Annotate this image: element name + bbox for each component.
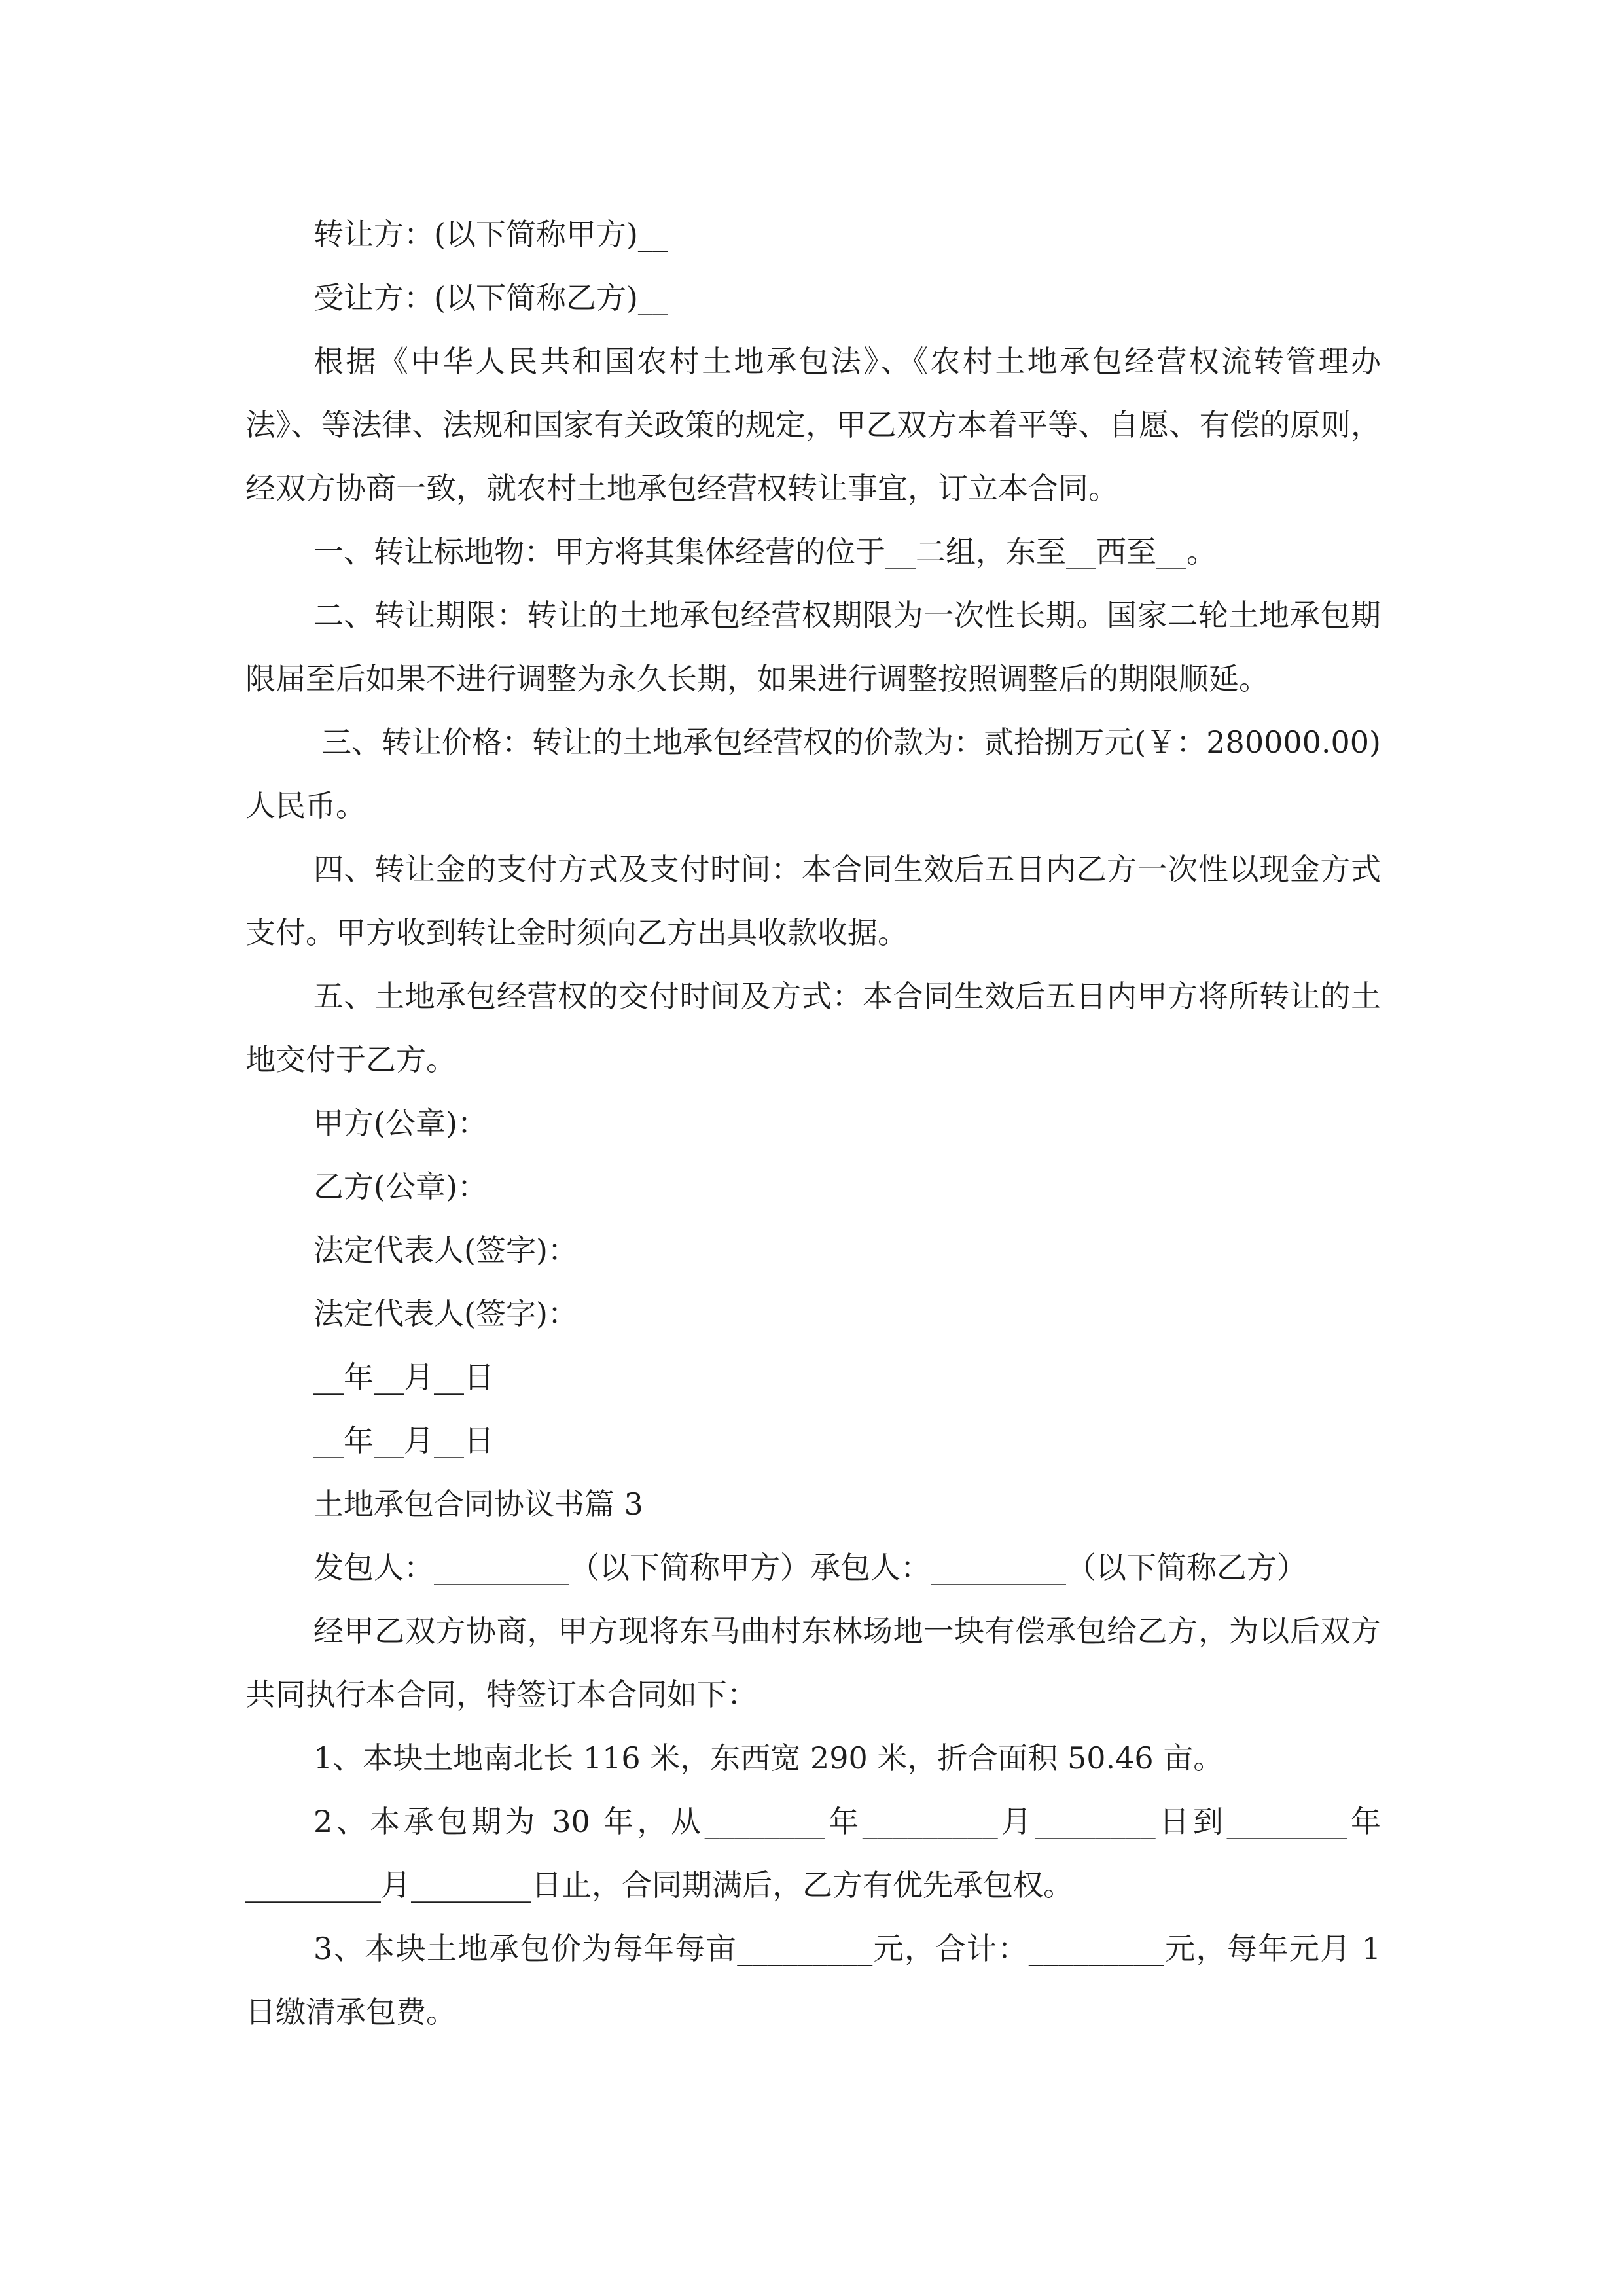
legal-rep-signature-line: 法定代表人(签字)： bbox=[313, 1232, 578, 1268]
clause-payment: 四、转让金的支付方式及支付时间：本合同生效后五日内乙方一次性以现金方式支付。甲方收到转让金时须向乙方出具收款收据。 bbox=[245, 852, 1381, 950]
clause-price: 三、转让价格：转让的土地承包经营权的价款为：贰拾捌万元(￥：280000.00)人民币。 bbox=[245, 725, 1381, 823]
legal-rep-signature-line: 法定代表人(签字)： bbox=[313, 1296, 578, 1331]
item-land-size: 1、本块土地南北长 116 米，东西宽 290 米，折合面积 50.46 亩。 bbox=[313, 1740, 1224, 1776]
preamble-paragraph: 根据《中华人民共和国农村土地承包法》、《农村土地承包经营权流转管理办法》、等法律、法规和国家有关政策的规定，甲乙双方本着平等、自愿、有偿的原则，经双方协商一致，就农村土地承包经营权转让事宜，订立本合同。 bbox=[245, 344, 1381, 506]
clause-delivery: 五、土地承包经营权的交付时间及方式：本合同生效后五日内甲方将所转让的土地交付于乙方。 bbox=[245, 978, 1381, 1077]
item-contract-period: 2、本承包期为 30 年，从________年_________月________日到________年_________月________日止，合同期满后，乙方有优先承包权。 bbox=[245, 1804, 1381, 1903]
transferee-line: 受让方：(以下简称乙方)__ bbox=[313, 280, 668, 315]
clause-term: 二、转让期限：转让的土地承包经营权期限为一次性长期。国家二轮土地承包期限届至后如果不进行调整为永久长期，如果进行调整按照调整后的期限顺延。 bbox=[245, 598, 1381, 696]
item-contract-price: 3、本块土地承包价为每年每亩_________元，合计：_________元，每年元月 1 日缴清承包费。 bbox=[245, 1931, 1391, 2030]
party-b-seal-line: 乙方(公章)： bbox=[313, 1169, 488, 1204]
transferor-line: 转让方：(以下简称甲方)__ bbox=[313, 217, 668, 252]
date-line: __年__月__日 bbox=[313, 1359, 494, 1395]
date-line: __年__月__日 bbox=[313, 1423, 494, 1458]
party-a-seal-line: 甲方(公章)： bbox=[313, 1105, 488, 1141]
clause-subject: 一、转让标地物：甲方将其集体经营的位于__二组，东至__西至__。 bbox=[313, 534, 1217, 569]
document-body bbox=[245, 203, 1391, 2044]
agreement-intro: 经甲乙双方协商，甲方现将东马曲村东林场地一块有偿承包给乙方，为以后双方共同执行本合同，特签订本合同如下： bbox=[245, 1613, 1381, 1712]
section-heading: 土地承包合同协议书篇 3 bbox=[313, 1486, 643, 1522]
parties-line: 发包人：_________（以下简称甲方）承包人：_________（以下简称乙方） bbox=[313, 1550, 1307, 1585]
